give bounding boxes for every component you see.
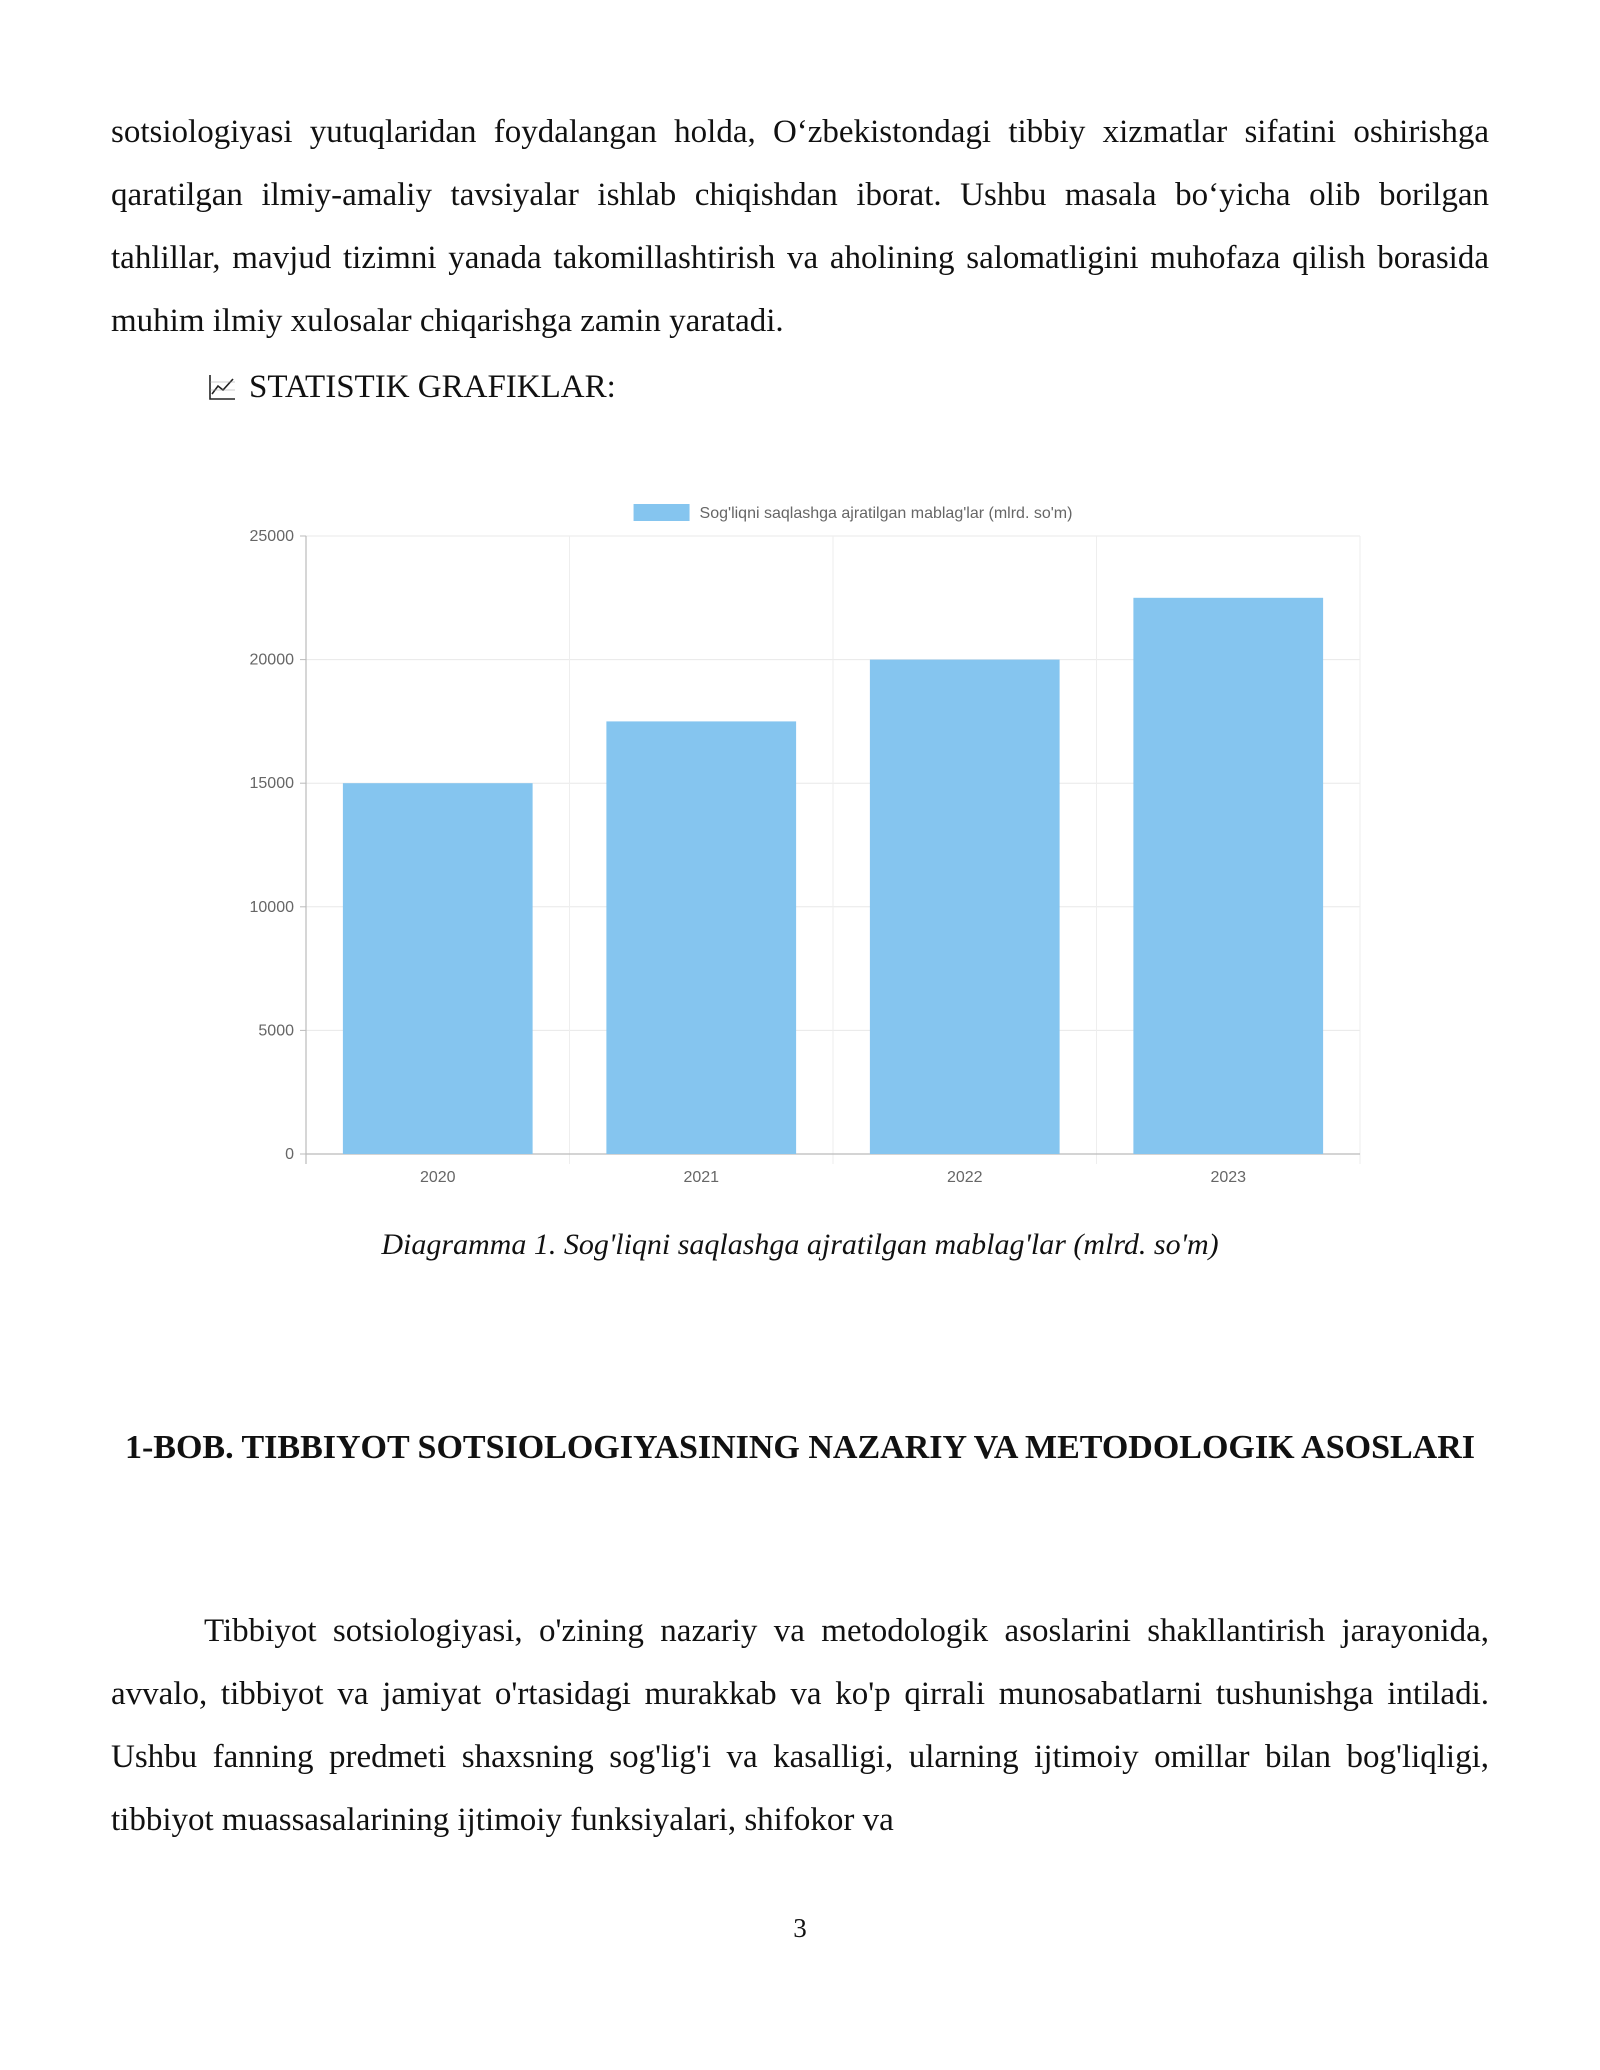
legend-swatch [634,504,690,521]
y-tick-label: 15000 [249,775,294,793]
body-paragraph: Tibbiyot sotsiologiyasi, o'zining nazariy va metodologik asoslarini shakllantirish jarayonida, avvalo, tibbiyot va jamiyat o'rtasidagi murakkab va ko'p qirrali munosabatlarni tushunishga intiladi. Ushbu fanning predmeti shaxsning sog'lig'i va kasalligi, ularning ijtimoiy omillar bilan bog'liqligi, tibbiyot muassasalarining ijtimoiy funksiyalari, shifokor va [111,1613,1489,1838]
chart-caption: Diagramma 1. Sog'liqni saqlashga ajratilgan mablag'lar (mlrd. so'm) [381,1228,1219,1261]
chart-increasing-icon [207,372,237,402]
y-tick-label: 20000 [249,651,294,669]
y-tick-label: 25000 [249,528,294,545]
x-tick-label: 2020 [419,1169,456,1186]
bar-2021 [606,721,796,1154]
legend-label: Sog'liqni saqlashga ajratilgan mablag'lar (mlrd. so'm) [699,505,1073,522]
x-tick-label: 2022 [946,1169,983,1186]
bar-2020 [343,783,533,1154]
y-tick-label: 5000 [258,1022,294,1040]
bar-chart-svg [220,496,1380,1196]
y-tick-label: 0 [285,1146,294,1163]
y-tick-label: 10000 [249,898,294,916]
section-heading [207,362,616,412]
bar-chart [220,496,1380,1196]
section-heading-label: STATISTIK GRAFIKLAR: [249,369,616,405]
x-tick-label: 2021 [683,1169,720,1186]
page-number: 3 [793,1913,807,1943]
intro-paragraph: sotsiologiyasi yutuqlaridan foydalangan holda, O‘zbekistondagi tibbiy xizmatlar sifatini oshirishga qaratilgan ilmiy-amaliy tavsiyalar ishlab chiqishdan iborat. Ushbu masala bo‘yicha olib borilgan tahlillar, mavjud tizimni yanada takomillashtirish va aholining salomatligini muhofaza qilish borasida muhim ilmiy xulosalar chiqarishga zamin yaratadi. [111,114,1489,339]
x-tick-label: 2023 [1210,1169,1247,1186]
bar-2023 [1133,598,1323,1154]
chapter-title: 1-BOB. TIBBIYOT SOTSIOLOGIYASINING NAZARIY VA METODOLOGIK ASOSLARI [124,1429,1476,1466]
bar-2022 [870,660,1060,1154]
